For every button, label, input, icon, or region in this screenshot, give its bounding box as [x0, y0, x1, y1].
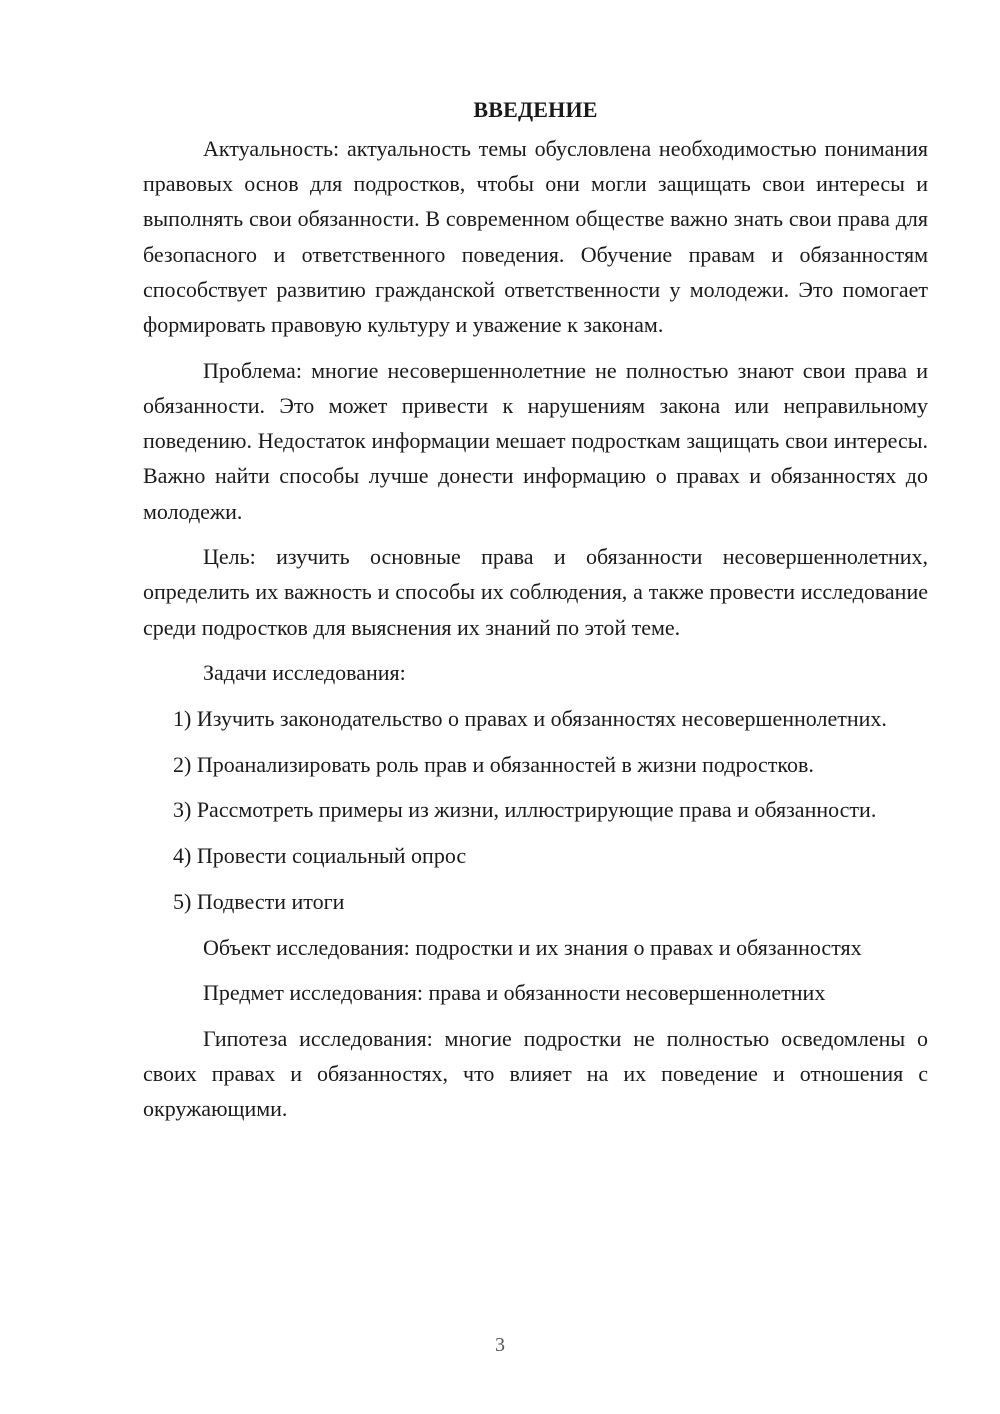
problem-paragraph: Проблема: многие несовершеннолетние не полностью знают свои права и обязанности. Это может привести к нарушениям закона или неправильному поведению. Недостаток информации мешает подросткам защищать свои интересы. Важно найти способы лучше донести информацию о правах и обязанностях до молодежи. [143, 357, 928, 524]
research-object-paragraph: Объект исследования: подростки и их знания о правах и обязанностях [203, 934, 862, 960]
goal-paragraph: Цель: изучить основные права и обязанности несовершеннолетних, определить их важность и способы их соблюдения, а также провести исследование среди подростков для выяснения их знаний по этой теме. [143, 544, 928, 640]
page-number: 3 [495, 1334, 505, 1356]
page-title: ВВЕДЕНИЕ [473, 97, 598, 122]
research-hypothesis-paragraph: Гипотеза исследования: многие подростки не полностью осведомлены о своих правах и обязанностях, что влияет на их поведение и отношения с окружающими. [143, 1025, 928, 1122]
research-subject-paragraph: Предмет исследования: права и обязанности несовершеннолетних [203, 980, 826, 1006]
task-item-3: 3) Рассмотреть примеры из жизни, иллюстрирующие права и обязанности. [173, 797, 877, 823]
task-item-4: 4) Провести социальный опрос [173, 843, 467, 869]
task-item-2: 2) Проанализировать роль прав и обязанностей в жизни подростков. [173, 751, 814, 777]
page-content [143, 92, 928, 1137]
task-item-5: 5) Подвести итоги [173, 888, 345, 914]
relevance-paragraph: Актуальность: актуальность темы обусловлена необходимостью понимания правовых основ для подростков, чтобы они могли защищать свои интересы и выполнять свои обязанности. В современном обществе важно знать свои права для безопасного и ответственного поведения. Обучение правам и обязанностям способствует развитию гражданской ответственности у молодежи. Это помогает формировать правовую культуру и уважение к законам. [143, 136, 928, 338]
task-item-1: 1) Изучить законодательство о правах и обязанностях несовершеннолетних. [173, 706, 887, 732]
tasks-heading: Задачи исследования: [203, 660, 406, 686]
